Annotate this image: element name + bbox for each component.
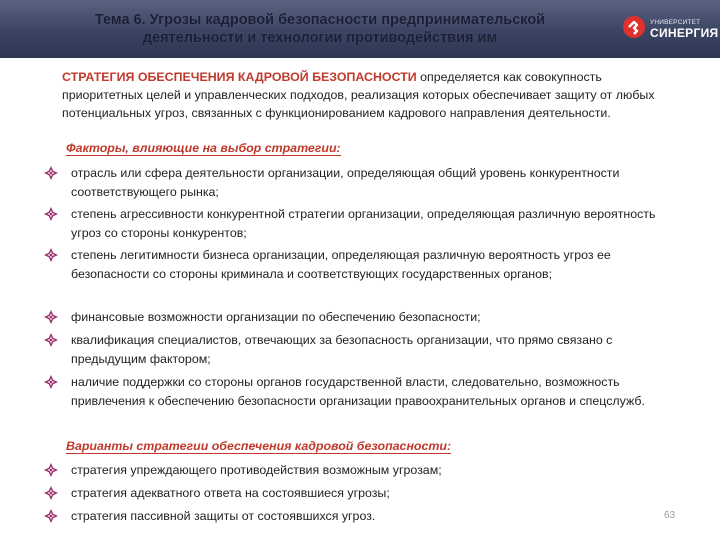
factor-item-text: отрасль или сфера деятельности организации, определяющая общий уровень конкурентности соответствующего рынка; xyxy=(71,166,620,199)
diamond-bullet-icon xyxy=(44,375,58,389)
intro-text: определяется как совокупность приоритетных целей и управленческих подходов, реализация которых обеспечивает защиту от любых потенциальных угроз, связанных с функционированием кадрового направления деятельности. xyxy=(62,70,655,120)
logo-small-text: УНИВЕРСИТЕТ xyxy=(650,19,701,26)
factor-item-text: финансовые возможности организации по обеспечению безопасности; xyxy=(71,310,481,324)
factor-item-text: степень агрессивности конкурентной стратегии организации, определяющая различную вероятность угроз со стороны конкурентов; xyxy=(71,207,656,240)
diamond-bullet-icon xyxy=(44,207,58,221)
factors-heading xyxy=(66,139,341,157)
variant-item-text: стратегия адекватного ответа на состоявшиеся угрозы; xyxy=(71,486,390,500)
synergy-logo-icon xyxy=(622,15,646,39)
intro-highlight: СТРАТЕГИЯ ОБЕСПЕЧЕНИЯ КАДРОВОЙ БЕЗОПАСНОСТИ xyxy=(62,70,417,84)
slide-title xyxy=(40,11,600,47)
factors-heading-text: Факторы, влияющие на выбор стратегии: xyxy=(66,141,341,155)
intro-paragraph xyxy=(62,68,672,122)
diamond-bullet-icon xyxy=(44,166,58,180)
factor-item-text: квалификация специалистов, отвечающих за безопасность организации, что прямо связано с предыдущим фактором; xyxy=(71,333,613,366)
factor-item-text: наличие поддержки со стороны органов государственной власти, следовательно, возможность привлечения к обеспечению безопасности организации правоохранительных органов и спецслужб. xyxy=(71,375,645,408)
diamond-bullet-icon xyxy=(44,333,58,347)
diamond-bullet-icon xyxy=(44,486,58,500)
diamond-bullet-icon xyxy=(44,248,58,262)
factor-item-text: степень легитимности бизнеса организации, определяющая различную вероятность угроз ее безопасности со стороны криминала и соответствующих государственных органов; xyxy=(71,248,611,281)
diamond-bullet-icon xyxy=(44,463,58,477)
diamond-bullet-icon xyxy=(44,310,58,324)
variants-heading-text: Варианты стратегии обеспечения кадровой безопасности: xyxy=(66,439,452,453)
slide-title-line-2: деятельности и технологии противодействия им xyxy=(142,30,498,46)
slide-title-line-1: Тема 6. Угрозы кадровой безопасности предпринимательской xyxy=(94,12,546,28)
university-logo xyxy=(622,14,719,44)
slide-content xyxy=(0,58,720,540)
logo-big-text: СИНЕРГИЯ xyxy=(650,26,719,40)
page-number: 63 xyxy=(664,510,676,521)
diamond-bullet-icon xyxy=(44,509,58,523)
variant-item-text: стратегия пассивной защиты от состоявшихся угроз. xyxy=(71,509,376,523)
variants-heading xyxy=(66,437,451,455)
variant-item-text: стратегия упреждающего противодействия возможным угрозам; xyxy=(71,463,442,477)
slide-header xyxy=(0,0,720,58)
